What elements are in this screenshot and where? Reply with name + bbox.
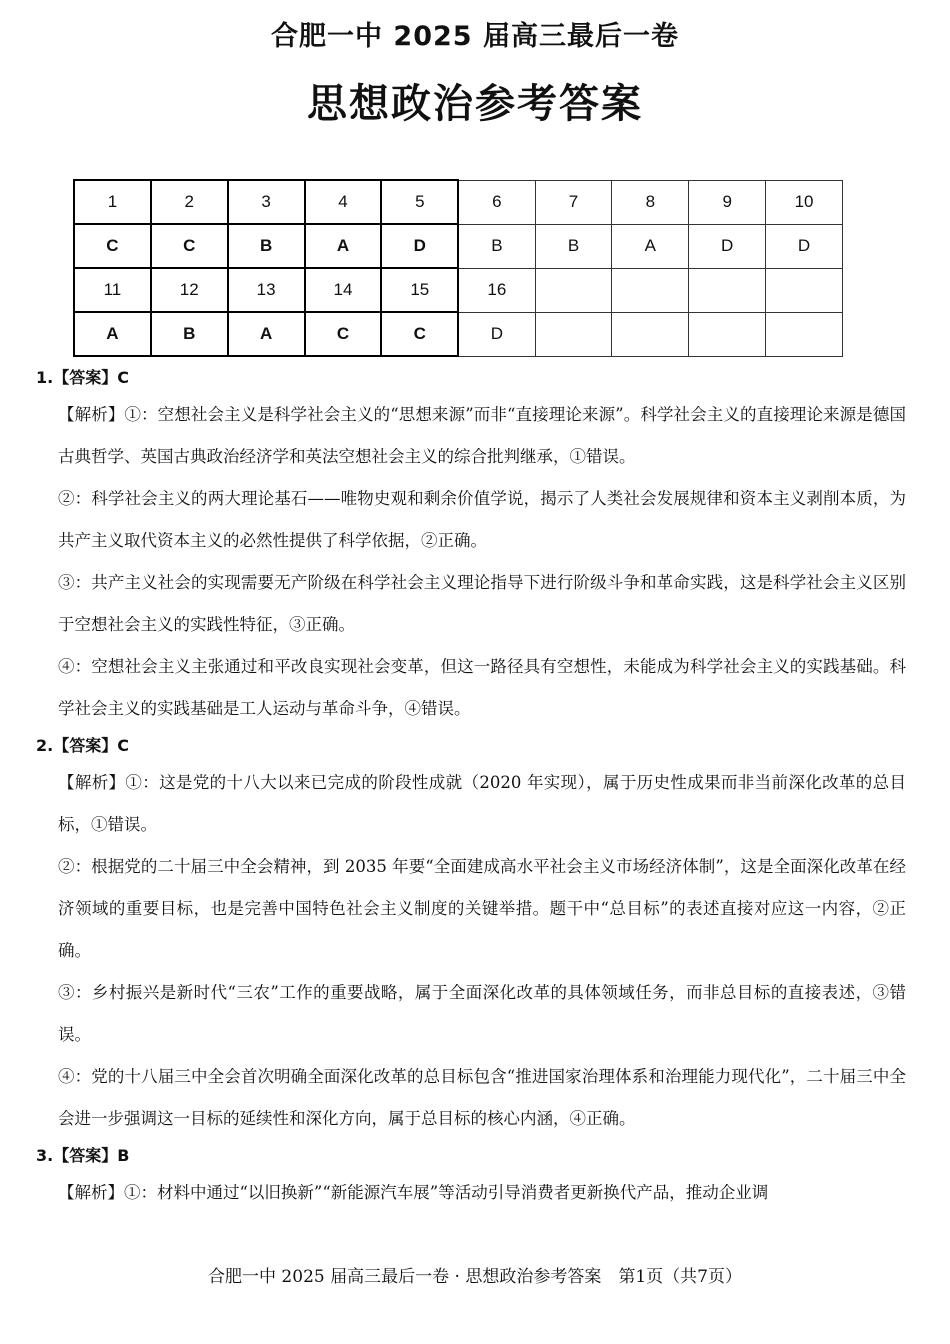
question-number-cell: 11 [74,268,151,312]
answer-letter-cell: B [151,312,228,356]
explanation-paragraph: ④：党的十八届三中全会首次明确全面深化改革的总目标包含“推进国家治理体系和治理能力现代化”，二十届三中全会进一步强调这一目标的延续性和深化方向，属于总目标的核心内涵，④正确。 [58,1067,906,1128]
answer-letter-row [74,224,843,268]
explanation-paragraph: ②：根据党的二十届三中全会精神，到 2035 年要“全面建成高水平社会主义市场经济体制”，这是全面深化改革在经济领域的重要目标，也是完善中国特色社会主义制度的关键举措。题干中“总目标”的表述直接对应这一内容，②正确。 [58,857,906,960]
question-number-cell: 10 [766,180,843,224]
answer-letter-cell: B [458,224,535,268]
answer-letter-cell: C [74,224,151,268]
explanation-paragraph: 【解析】①：材料中通过“以旧换新”“新能源汽车展”等活动引导消费者更新换代产品，推动企业调 [58,1183,769,1202]
question-number-cell: 3 [228,180,305,224]
question-number-cell [612,268,689,312]
answer-letter-cell [766,312,843,356]
answer-letter-cell: B [535,224,612,268]
explanation-paragraph: 【解析】①：空想社会主义是科学社会主义的“思想来源”而非“直接理论来源”。科学社会主义的直接理论来源是德国古典哲学、英国古典政治经济学和英法空想社会主义的综合批判继承，①错误。 [58,405,906,466]
question-number-cell: 12 [151,268,228,312]
question-number-cell [535,268,612,312]
question-number-cell: 8 [612,180,689,224]
answer-letter-row [74,312,843,356]
answer-letter-cell [535,312,612,356]
answer-letter-cell: D [381,224,458,268]
answer-letter-cell: A [612,224,689,268]
answer-key-table [73,179,843,357]
explanation-paragraph: ④：空想社会主义主张通过和平改良实现社会变革，但这一路径具有空想性，未能成为科学社会主义的实践基础。科学社会主义的实践基础是工人运动与革命斗争，④错误。 [58,657,906,718]
answer-letter-cell: A [228,312,305,356]
answer-letter-cell: A [305,224,382,268]
answer-letter-cell: A [74,312,151,356]
answer-letter-cell [612,312,689,356]
answer-letter-cell: D [458,312,535,356]
question-number-row [74,180,843,224]
question-answer-heading: 1.【答案】C [36,368,129,387]
answer-letter-cell: C [151,224,228,268]
answer-letter-cell: D [689,224,766,268]
question-number-cell: 13 [228,268,305,312]
question-number-cell [766,268,843,312]
answer-letter-cell: B [228,224,305,268]
question-number-cell: 16 [458,268,535,312]
question-answer-heading: 2.【答案】C [36,736,129,755]
explanation-paragraph: ②：科学社会主义的两大理论基石——唯物史观和剩余价值学说，揭示了人类社会发展规律和资本主义剥削本质，为共产主义取代资本主义的必然性提供了科学依据，②正确。 [58,489,906,550]
question-number-cell: 6 [458,180,535,224]
answer-letter-cell: C [305,312,382,356]
explanation-paragraph: ③：乡村振兴是新时代“三农”工作的重要战略，属于全面深化改革的具体领域任务，而非总目标的直接表述，③错误。 [58,983,906,1044]
school-exam-title: 合肥一中 2025 届高三最后一卷 [271,21,679,52]
answer-explanations [36,362,906,1214]
answer-letter-cell: D [766,224,843,268]
question-number-cell: 15 [381,268,458,312]
question-number-row [74,268,843,312]
question-number-cell: 4 [305,180,382,224]
question-number-cell: 5 [381,180,458,224]
answer-letter-cell [689,312,766,356]
question-number-cell: 2 [151,180,228,224]
question-number-cell: 14 [305,268,382,312]
page-footer: 合肥一中 2025 届高三最后一卷 · 思想政治参考答案 第1页（共7页） [208,1267,742,1287]
question-answer-heading: 3.【答案】B [36,1146,130,1165]
question-number-cell [689,268,766,312]
answer-letter-cell: C [381,312,458,356]
question-number-cell: 7 [535,180,612,224]
explanation-paragraph: 【解析】①：这是党的十八大以来已完成的阶段性成就（2020 年实现），属于历史性成果而非当前深化改革的总目标，①错误。 [58,773,906,834]
question-number-cell: 1 [74,180,151,224]
question-number-cell: 9 [689,180,766,224]
subject-answer-title: 思想政治参考答案 [307,80,643,127]
explanation-paragraph: ③：共产主义社会的实现需要无产阶级在科学社会主义理论指导下进行阶级斗争和革命实践，这是科学社会主义区别于空想社会主义的实践性特征，③正确。 [58,573,906,634]
